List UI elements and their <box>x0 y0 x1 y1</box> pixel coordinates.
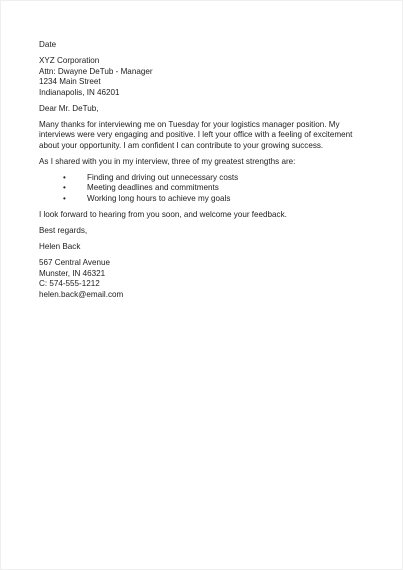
list-item <box>39 173 369 184</box>
bullet-icon: • <box>63 194 66 204</box>
bullet-icon: • <box>63 172 66 182</box>
paragraph-thanks <box>39 120 369 152</box>
paragraph-line: Many thanks for interviewing me on Tuesday for your logistics manager position. My <box>39 119 340 129</box>
bullet-icon: • <box>63 183 66 193</box>
recipient-address <box>39 56 369 98</box>
recipient-street: 1234 Main Street <box>39 77 101 87</box>
sender-email: helen.back@email.com <box>39 289 124 299</box>
closing: Best regards, <box>39 226 88 236</box>
paragraph-strengths-intro: As I shared with you in my interview, three of my greatest strengths are: <box>39 156 296 166</box>
paragraph-line: interviews were very engaging and positive. I left your office with a feeling of excitement <box>39 130 353 140</box>
recipient-city: Indianapolis, IN 46201 <box>39 87 120 97</box>
signature-name: Helen Back <box>39 242 81 252</box>
list-item <box>39 183 369 194</box>
strengths-list <box>39 173 369 205</box>
recipient-attention: Attn: Dwayne DeTub - Manager <box>39 66 153 76</box>
strength-text: Working long hours to achieve my goals <box>87 194 231 204</box>
sender-contact <box>39 258 369 300</box>
recipient-company: XYZ Corporation <box>39 55 100 65</box>
list-item <box>39 194 369 205</box>
salutation: Dear Mr. DeTub, <box>39 103 99 113</box>
letter-body <box>39 40 369 300</box>
sender-phone: C: 574-555-1212 <box>39 279 100 289</box>
paragraph-line: about your opportunity. I am confident I can contribute to your growing success. <box>39 140 324 150</box>
sender-city: Munster, IN 46321 <box>39 268 106 278</box>
strength-text: Finding and driving out unnecessary costs <box>87 172 239 182</box>
sender-street: 567 Central Avenue <box>39 258 110 268</box>
letter-date: Date <box>39 40 57 49</box>
paragraph-closing-remark: I look forward to hearing from you soon, and welcome your feedback. <box>39 210 287 220</box>
strength-text: Meeting deadlines and commitments <box>87 183 219 193</box>
